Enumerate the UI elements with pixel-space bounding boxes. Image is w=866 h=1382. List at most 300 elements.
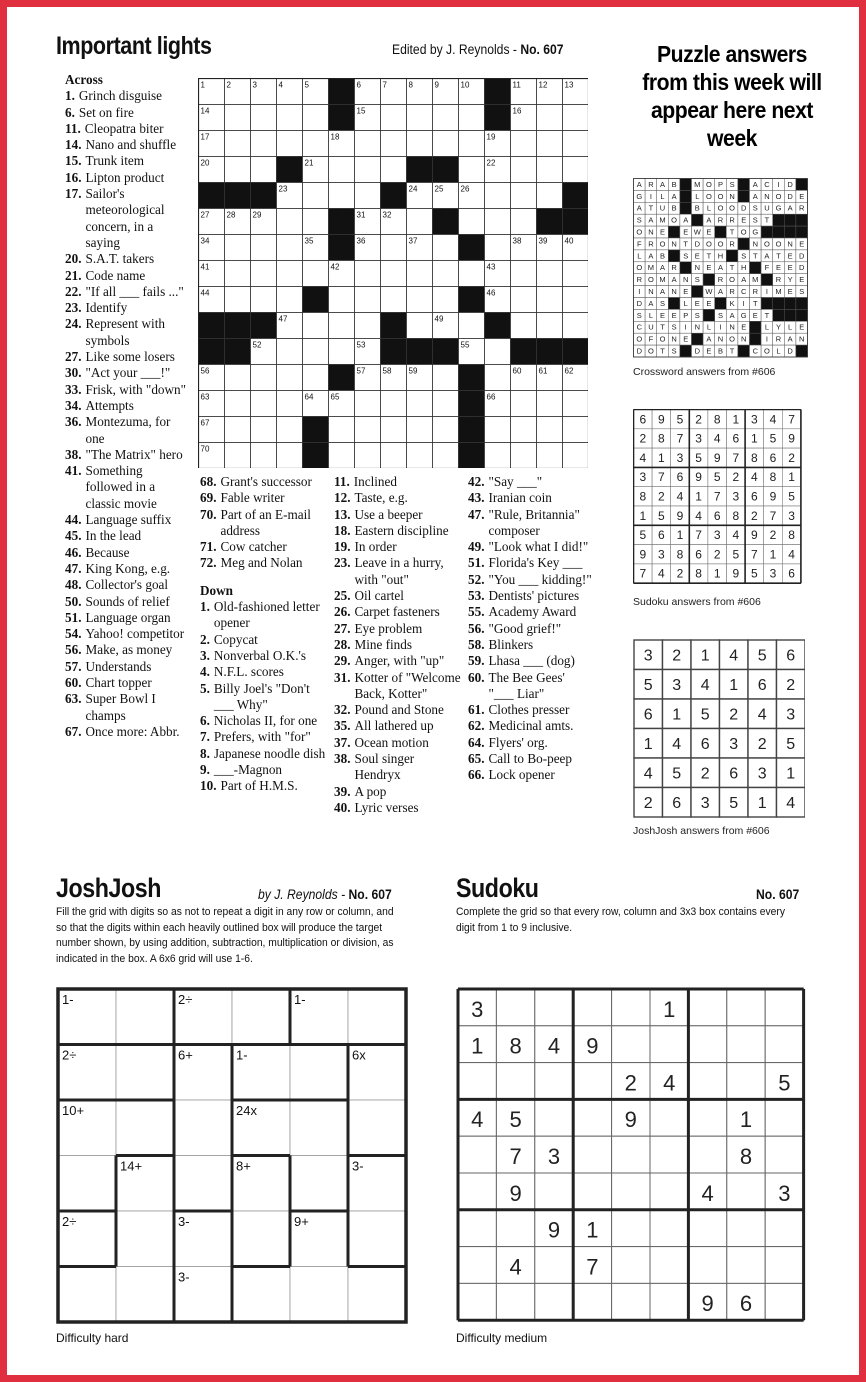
crossword-cell[interactable] [329,417,355,443]
sudoku-cell[interactable] [612,1173,650,1210]
crossword-cell[interactable] [251,365,277,391]
crossword-cell[interactable] [225,157,251,183]
sudoku-cell[interactable] [650,1099,688,1136]
crossword-cell[interactable] [433,287,459,313]
crossword-cell[interactable] [277,235,303,261]
joshjosh-cell[interactable] [232,1211,290,1267]
answer-letter: B [671,203,677,213]
clue-text: S.A.T. takers [85,251,155,267]
crossword-cell[interactable] [485,235,511,261]
joshjosh-cell[interactable] [116,1100,174,1156]
crossword-cell[interactable] [355,391,381,417]
crossword-cell[interactable] [485,443,511,469]
sudoku-cell[interactable] [612,1026,650,1063]
crossword-cell[interactable] [355,443,381,469]
crossword-cell[interactable] [433,417,459,443]
crossword-cell[interactable] [511,443,537,469]
answer-block [738,179,750,191]
clue-text: The Bee Gees' "___ Liar" [488,669,565,701]
sudoku-cell[interactable] [688,1063,726,1100]
crossword-cell[interactable] [537,287,563,313]
crossword-cell[interactable] [433,443,459,469]
joshjosh-answer-digit: 5 [729,795,739,812]
sudoku-cell[interactable] [650,1026,688,1063]
crossword-cell[interactable] [563,443,589,469]
crossword-cell[interactable] [537,417,563,443]
joshjosh-cell[interactable] [290,1100,348,1156]
sudoku-cell[interactable] [535,1283,573,1320]
sudoku-given: 9 [624,1107,637,1133]
clue-number: 56. [468,620,485,636]
sudoku-cell[interactable] [458,1136,496,1173]
clue-number: 36. [65,414,82,430]
crossword-cell[interactable] [537,131,563,157]
crossword-cell[interactable] [303,183,329,209]
crossword-cell[interactable] [563,391,589,417]
crossword-cell[interactable] [433,105,459,131]
crossword-cell[interactable] [303,365,329,391]
answer-letter: Y [787,275,793,285]
crossword-cell[interactable] [537,261,563,287]
answer-letter: L [683,298,688,308]
answer-letter: E [694,298,700,308]
across-clues-column [65,72,188,740]
crossword-cell[interactable] [433,391,459,417]
sudoku-cell[interactable] [765,1026,803,1063]
crossword-cell[interactable] [407,287,433,313]
clue-text: Understands [85,658,152,674]
sudoku-answer-digit: 1 [732,412,740,427]
crossword-cell-number: 27 [200,210,210,220]
crossword-cell[interactable] [563,261,589,287]
sudoku-cell[interactable] [650,1173,688,1210]
sudoku-cell[interactable] [765,1283,803,1320]
sudoku-cell[interactable] [688,1026,726,1063]
joshjosh-cell[interactable] [348,1267,406,1323]
crossword-cell[interactable] [329,339,355,365]
joshjosh-answer-digit: 2 [757,736,767,753]
crossword-cell[interactable] [563,131,589,157]
answer-letter: O [705,179,712,189]
sudoku-cell[interactable] [727,1247,765,1284]
sudoku-cell[interactable] [496,1283,534,1320]
clue-item [200,648,328,664]
sudoku-cell[interactable] [458,1247,496,1284]
sudoku-cell[interactable] [496,989,534,1026]
crossword-cell[interactable] [355,287,381,313]
crossword-cell[interactable] [225,365,251,391]
joshjosh-answer-digit: 2 [672,647,682,665]
crossword-cell[interactable] [329,287,355,313]
crossword-cell[interactable] [303,261,329,287]
sudoku-cell[interactable] [496,1063,534,1100]
crossword-cell[interactable] [277,105,303,131]
crossword-cell[interactable] [537,183,563,209]
clue-number: 1. [65,88,75,104]
answer-block [680,190,692,202]
crossword-cell[interactable] [329,313,355,339]
answer-block [726,250,738,262]
answer-letter: N [787,239,793,249]
answer-letter: A [648,251,654,261]
sudoku-cell[interactable] [612,989,650,1026]
cage-clue: 6+ [178,1047,193,1063]
crossword-cell[interactable] [225,417,251,443]
clue-text: A pop [354,783,387,799]
crossword-block [329,79,355,105]
crossword-cell-number: 8 [408,80,413,90]
answer-letter: H [717,251,724,261]
crossword-cell[interactable] [563,417,589,443]
crossword-cell[interactable] [511,183,537,209]
crossword-cell[interactable] [381,391,407,417]
crossword-cell[interactable] [459,313,485,339]
crossword-cell[interactable] [355,183,381,209]
crossword-cell[interactable] [511,287,537,313]
sudoku-answer-digit: 4 [769,412,777,427]
crossword-cell[interactable] [277,131,303,157]
clue-text: Prefers, with "for" [213,729,311,745]
crossword-cell[interactable] [329,183,355,209]
answer-block [784,226,796,238]
clue-item [65,105,188,121]
crossword-cell[interactable] [355,157,381,183]
clue-number: 72. [200,555,217,571]
sudoku-cell[interactable] [765,1099,803,1136]
clue-number: 11. [65,120,81,136]
crossword-cell-number: 14 [200,106,210,116]
joshjosh-cell[interactable] [348,1211,406,1267]
crossword-cell[interactable] [355,261,381,287]
answer-letter: D [787,191,793,201]
crossword-cell[interactable] [485,339,511,365]
crossword-block [225,313,251,339]
sudoku-cell[interactable] [688,1136,726,1173]
crossword-cell[interactable] [251,287,277,313]
sudoku-cell[interactable] [573,1283,611,1320]
crossword-cell[interactable] [433,261,459,287]
answer-letter: A [683,215,689,225]
crossword-cell[interactable] [511,157,537,183]
sudoku-cell[interactable] [765,1210,803,1247]
crossword-block [537,209,563,235]
crossword-cell[interactable] [355,131,381,157]
crossword-cell[interactable] [381,287,407,313]
crossword-cell[interactable] [251,235,277,261]
joshjosh-cell[interactable] [290,1045,348,1101]
answer-letter: R [671,263,677,273]
sudoku-cell[interactable] [688,1210,726,1247]
sudoku-cell[interactable] [535,1247,573,1284]
crossword-cell[interactable] [563,105,589,131]
clue-text: "Act your ___!" [85,365,171,381]
sudoku-cell[interactable] [650,1247,688,1284]
sudoku-cell[interactable] [458,1283,496,1320]
crossword-cell[interactable] [381,105,407,131]
crossword-cell[interactable] [251,261,277,287]
joshjosh-cell[interactable] [58,1267,116,1323]
sudoku-cell[interactable] [727,989,765,1026]
clue-number: 19. [334,539,351,555]
sudoku-cell[interactable] [650,1136,688,1173]
joshjosh-cell[interactable] [116,1045,174,1101]
answer-letter: A [741,275,747,285]
crossword-cell[interactable] [407,261,433,287]
crossword-cell[interactable] [381,131,407,157]
clue-number: 25. [334,588,351,604]
crossword-cell[interactable] [459,131,485,157]
crossword-cell[interactable] [381,235,407,261]
crossword-cell[interactable] [251,391,277,417]
crossword-cell[interactable] [511,391,537,417]
answer-block [761,298,773,310]
crossword-cell[interactable] [251,157,277,183]
crossword-cell[interactable] [537,105,563,131]
sudoku-cell[interactable] [573,1136,611,1173]
clue-item [468,507,592,540]
joshjosh-cell[interactable] [116,989,174,1045]
sudoku-cell[interactable] [573,1173,611,1210]
crossword-cell[interactable] [251,417,277,443]
crossword-cell[interactable] [303,131,329,157]
crossword-cell[interactable] [433,365,459,391]
sudoku-cell[interactable] [727,1210,765,1247]
crossword-cell[interactable] [251,443,277,469]
crossword-cell[interactable] [407,105,433,131]
clue-number: 7. [200,729,210,745]
joshjosh-cell[interactable] [174,1156,232,1212]
sudoku-cell[interactable] [573,1063,611,1100]
sudoku-grid[interactable] [456,987,810,1325]
crossword-cell[interactable] [485,183,511,209]
crossword-cell-number: 50 [486,314,496,324]
sudoku-cell[interactable] [458,1063,496,1100]
answer-letter: G [775,203,782,213]
crossword-block [407,157,433,183]
crossword-cell-number: 57 [356,366,366,376]
sudoku-cell[interactable] [612,1136,650,1173]
crossword-cell[interactable] [511,131,537,157]
crossword-cell[interactable] [225,443,251,469]
crossword-cell[interactable] [537,157,563,183]
clue-number: 30. [65,365,82,381]
crossword-cell[interactable] [563,313,589,339]
sudoku-cell[interactable] [458,1173,496,1210]
answer-letter: E [683,227,689,237]
crossword-cell[interactable] [251,105,277,131]
crossword-cell[interactable] [511,313,537,339]
cage-clue: 14+ [120,1158,143,1174]
sudoku-cell[interactable] [496,1210,534,1247]
sudoku-cell[interactable] [612,1210,650,1247]
joshjosh-grid[interactable] [56,987,409,1325]
answer-letter: E [787,251,793,261]
crossword-cell[interactable] [537,391,563,417]
sudoku-cell[interactable] [650,1283,688,1320]
joshjosh-cell[interactable] [348,1100,406,1156]
clue-text: Lyric verses [354,799,419,815]
answer-letter: D [787,179,793,189]
crossword-cell[interactable] [303,339,329,365]
crossword-cell[interactable] [303,105,329,131]
joshjosh-cell[interactable] [348,989,406,1045]
joshjosh-answer-digit: 1 [786,765,796,783]
crossword-cell[interactable] [381,261,407,287]
clue-item [334,784,462,800]
clue-item [65,88,188,104]
crossword-cell[interactable] [277,443,303,469]
crossword-cell[interactable] [251,131,277,157]
answer-letter: N [682,275,689,285]
sudoku-cell[interactable] [535,1063,573,1100]
crossword-cell[interactable] [537,313,563,339]
sudoku-answer-digit: 2 [751,508,758,523]
crossword-cell[interactable] [225,391,251,417]
crossword-cell[interactable] [485,417,511,443]
clue-text: "Good grief!" [488,620,562,636]
sudoku-cell[interactable] [727,1063,765,1100]
answer-letter: E [799,275,805,285]
crossword-cell[interactable] [407,391,433,417]
sudoku-cell[interactable] [650,1210,688,1247]
sudoku-cell[interactable] [727,1026,765,1063]
crossword-cell-number: 41 [200,262,210,272]
crossword-cell[interactable] [407,313,433,339]
crossword-answers-grid [633,178,808,358]
joshjosh-cell[interactable] [290,1156,348,1212]
crossword-cell[interactable] [433,131,459,157]
sudoku-cell[interactable] [535,1173,573,1210]
joshjosh-cell[interactable] [116,1211,174,1267]
sudoku-cell[interactable] [688,1247,726,1284]
crossword-cell[interactable] [225,105,251,131]
sudoku-cell[interactable] [765,1247,803,1284]
clue-text: Pound and Stone [354,702,444,718]
crossword-cell[interactable] [277,391,303,417]
crossword-cell[interactable] [329,443,355,469]
sudoku-cell[interactable] [535,989,573,1026]
crossword-cell[interactable] [563,157,589,183]
clue-item [65,642,188,658]
crossword-cell[interactable] [277,287,303,313]
joshjosh-cell[interactable] [232,1267,290,1323]
sudoku-given: 3 [471,996,484,1022]
sudoku-cell[interactable] [765,989,803,1026]
joshjosh-cell[interactable] [290,1267,348,1323]
crossword-cell[interactable] [355,313,381,339]
crossword-cell[interactable] [511,209,537,235]
crossword-cell[interactable] [303,313,329,339]
clue-text: All lathered up [354,718,434,734]
joshjosh-cell[interactable] [174,1100,232,1156]
crossword-cell[interactable] [407,209,433,235]
crossword-cell[interactable] [225,131,251,157]
answer-letter: L [706,322,711,332]
sudoku-cell[interactable] [573,1099,611,1136]
crossword-cell[interactable] [277,365,303,391]
crossword-cell[interactable] [381,157,407,183]
sudoku-cell[interactable] [458,1210,496,1247]
answer-letter: E [775,263,782,273]
joshjosh-cell[interactable] [116,1267,174,1323]
clue-item [334,588,462,604]
crossword-cell[interactable] [225,261,251,287]
crossword-cell[interactable] [225,287,251,313]
joshjosh-answer-digit: 6 [672,795,682,812]
sudoku-answer-digit: 8 [713,412,721,427]
sudoku-cell[interactable] [612,1283,650,1320]
sudoku-cell[interactable] [765,1136,803,1173]
crossword-cell[interactable] [485,365,511,391]
sudoku-answer-digit: 1 [658,450,665,465]
crossword-cell[interactable] [407,417,433,443]
crossword-cell[interactable] [433,235,459,261]
joshjosh-cell[interactable] [58,1156,116,1212]
sudoku-cell[interactable] [573,989,611,1026]
clue-text: Chart topper [85,674,152,690]
clues-column-2 [200,474,328,795]
clue-item [334,800,462,816]
sudoku-answer-digit: 6 [751,489,758,504]
answer-letter: E [787,287,793,296]
crossword-block [433,157,459,183]
crossword-cell[interactable] [277,261,303,287]
crossword-cell[interactable] [277,209,303,235]
answer-letter: A [671,275,677,285]
crossword-cell[interactable] [511,261,537,287]
crossword-cell[interactable] [459,157,485,183]
answer-letter: T [683,239,688,249]
sudoku-cell[interactable] [535,1099,573,1136]
sudoku-cell[interactable] [612,1247,650,1284]
crossword-cell[interactable] [407,131,433,157]
down-heading: Down [200,582,233,598]
crossword-cell[interactable] [381,417,407,443]
crossword-cell[interactable] [459,261,485,287]
crossword-cell[interactable] [459,105,485,131]
answer-letter: E [787,263,793,273]
crossword-cell[interactable] [511,417,537,443]
crossword-cell[interactable] [407,443,433,469]
joshjosh-answer-digit: 4 [757,706,767,724]
crossword-cell[interactable] [381,443,407,469]
answer-letter: E [706,227,712,237]
joshjosh-cell[interactable] [232,989,290,1045]
crossword-cell[interactable] [485,209,511,235]
sudoku-cell[interactable] [727,1173,765,1210]
crossword-cell[interactable] [303,209,329,235]
crossword-cell[interactable] [537,443,563,469]
joshjosh-answer-digit: 5 [643,677,653,694]
answer-letter: O [740,227,747,237]
sudoku-cell[interactable] [688,1099,726,1136]
crossword-cell[interactable] [277,339,303,365]
crossword-cell[interactable] [329,157,355,183]
sudoku-cell[interactable] [688,989,726,1026]
clue-text: Nonverbal O.K.'s [213,647,306,663]
crossword-cell[interactable] [355,417,381,443]
crossword-grid[interactable] [198,78,588,468]
crossword-cell[interactable] [563,287,589,313]
crossword-cell[interactable] [225,235,251,261]
crossword-cell-number: 2 [226,80,231,90]
answer-letter: N [740,334,747,344]
crossword-cell[interactable] [459,209,485,235]
answer-letter: R [648,239,654,249]
clue-text: Old-fashioned letter opener [213,599,320,631]
joshjosh-difficulty: Difficulty hard [56,1331,129,1345]
crossword-cell[interactable] [277,417,303,443]
